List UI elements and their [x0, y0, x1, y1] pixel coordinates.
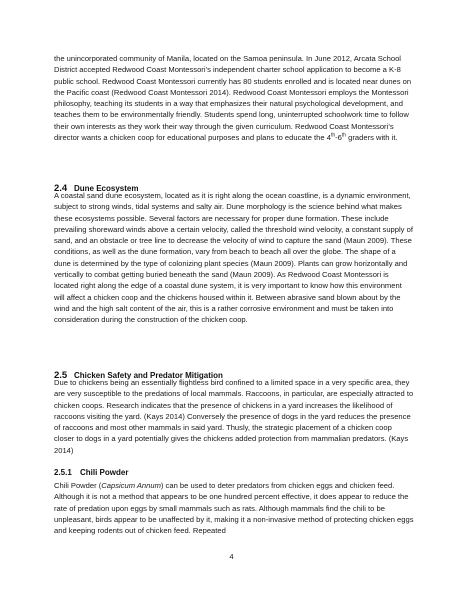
chili-powder-paragraph: Chili Powder (Capsicum Annum) can be used to deter predators from chicken eggs and chicken feed. Although it is not a method that appears to be one hundred percent effective, it does appear to reduce the rate of predation upon eggs by small mammals such as rats. Although mammals find the chili to be unpleasant, birds appear to be unaffected by it, making it a non-invasive method of protecting chicken eggs and keeping rodents out of chicken feed. Repeated [54, 481, 414, 536]
section-title: Dune Ecosystem [74, 184, 139, 193]
subsection-title: Chili Powder [80, 468, 129, 477]
dune-ecosystem-paragraph: A coastal sand dune ecosystem, located as it is right along the ocean coastline, is a dynamic environment, subject to strong winds, tidal systems and salty air. Dune morphology is the science behind what makes these ecosystems possible. Several factors are necessary for proper dune formation. These include prevailing shoreward winds above a certain velocity, called the threshold wind velocity, a constant supply of sand, and an obstacle or tree line to decrease the velocity of wind to capture the sand (Maun 2009). These conditions, as well as the dune formation, vary from beach to beach all over the globe. The shape of a dune is determined by the type of colonizing plant species (Maun 2009). Plants can grow horizontally and vertically to combat getting buried beneath the sand (Maun 2009). As Redwood Coast Montessori is located right along the edge of a coastal dune system, it is very important to know how this environment will affect a chicken coop and the chickens housed within it. Between abrasive sand blown about by the wind and the high salt content of the air, this is a rather corrosive environment and must be taken into consideration during the construction of the chicken coop. [54, 191, 413, 325]
page-number: 4 [229, 552, 234, 561]
section-number: 2.4 [54, 183, 68, 194]
section-title: Chicken Safety and Predator Mitigation [74, 371, 223, 380]
subsection-heading-chili-powder [54, 468, 128, 477]
species-name: Capsicum Annum [101, 481, 161, 490]
section-number: 2.5 [54, 370, 68, 381]
intro-paragraph: the unincorporated community of Manila, located on the Samoa peninsula. In June 2012, Arcata School District accepted Redwood Coast Montessori’s independent charter school application to become a K-8 public school. Redwood Coast Montessori currently has 80 students enrolled and is located near dunes on the Pacific coast (Redwood Coast Montessori 2014). Redwood Coast Montessori employs the Montessori philosophy, teaching its students in a way that emphasizes their natural psychological development, and teaches them to be environmentally friendly. Students spend long, uninterrupted schoolwork time to follow their own interests as they work their way through the given curriculum. Redwood Coast Montessori’s director wants a chicken coop for educational purposes and plans to educate the 4th-6th graders with it. [54, 54, 412, 143]
subsection-number: 2.5.1 [54, 468, 72, 477]
chicken-safety-paragraph: Due to chickens being an essentially flightless bird confined to a limited space in a very specific area, they are very susceptible to the predations of local mammals. Raccoons, in particular, are especially attracted to chicken coops. Research indicates that the presence of chickens in a yard increases the likelihood of raccoons visiting the yard. (Kays 2014) Conversely the presence of dogs in the yard reduces the presence of raccoons and most other mammals in said yard. Thusly, the strategic placement of a chicken coop closer to dogs in a yard potentially gives the chickens added protection from mammalian predators. (Kays 2014) [54, 378, 414, 455]
